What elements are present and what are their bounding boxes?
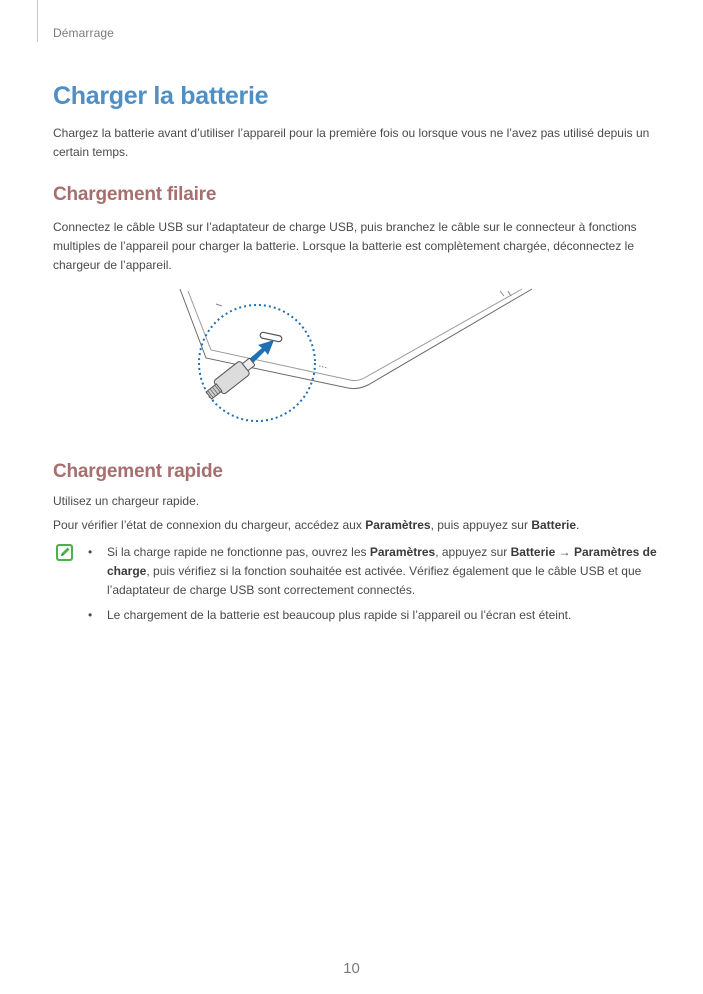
running-head: Démarrage [53, 26, 114, 40]
page-number: 10 [343, 960, 360, 977]
note-bullet-list [88, 543, 658, 631]
note-pencil-icon [55, 543, 74, 562]
fast-line-2: Pour vérifier l’état de connexion du chargeur, accédez aux Paramètres, puis appuyez sur Batterie. [53, 518, 580, 532]
page-title: Charger la batterie [53, 82, 269, 110]
bullet-dot: • [88, 608, 93, 622]
bullet-dot: • [88, 545, 93, 559]
list-item: • Le chargement de la batterie est beaucoup plus rapide si l’appareil ou l’écran est éteint. [88, 606, 658, 625]
ui-term-settings: Paramètres [369, 545, 436, 559]
heading-wired-charging: Chargement filaire [53, 184, 217, 205]
list-item: • Si la charge rapide ne fonctionne pas, ouvrez les Paramètres, appuyez sur Batterie → Paramètres de charge, puis vérifiez si la fonction souhaitée est activée. Vérifiez également que le câble USB et que l’adaptateur de charge USB sont correctement connectés. [88, 545, 657, 597]
margin-rule [37, 0, 38, 42]
usb-port [260, 332, 283, 342]
highlight-circle [199, 305, 315, 421]
intro-paragraph: Chargez la batterie avant d’utiliser l’appareil pour la première fois ou lorsque vous ne l’avez pas utilisé depuis un certain temps. [53, 126, 650, 159]
ui-term-battery: Batterie [510, 545, 556, 559]
usb-cable [204, 355, 258, 402]
ui-term-charging-settings: Paramètres de charge [107, 545, 657, 578]
fast-line-1: Utilisez un chargeur rapide. [53, 494, 200, 508]
heading-fast-charging: Chargement rapide [53, 461, 223, 482]
ui-term-settings: Paramètres [365, 518, 431, 532]
charging-illustration [178, 288, 538, 428]
wired-paragraph: Connectez le câble USB sur l’adaptateur de charge USB, puis branchez le câble sur le connecteur à fonctions multiples de l’appareil pour charger la batterie. Lorsque la batterie est complètement chargée, déconnectez le chargeur de l’appareil. [53, 220, 637, 272]
ui-term-battery: Batterie [531, 518, 576, 532]
